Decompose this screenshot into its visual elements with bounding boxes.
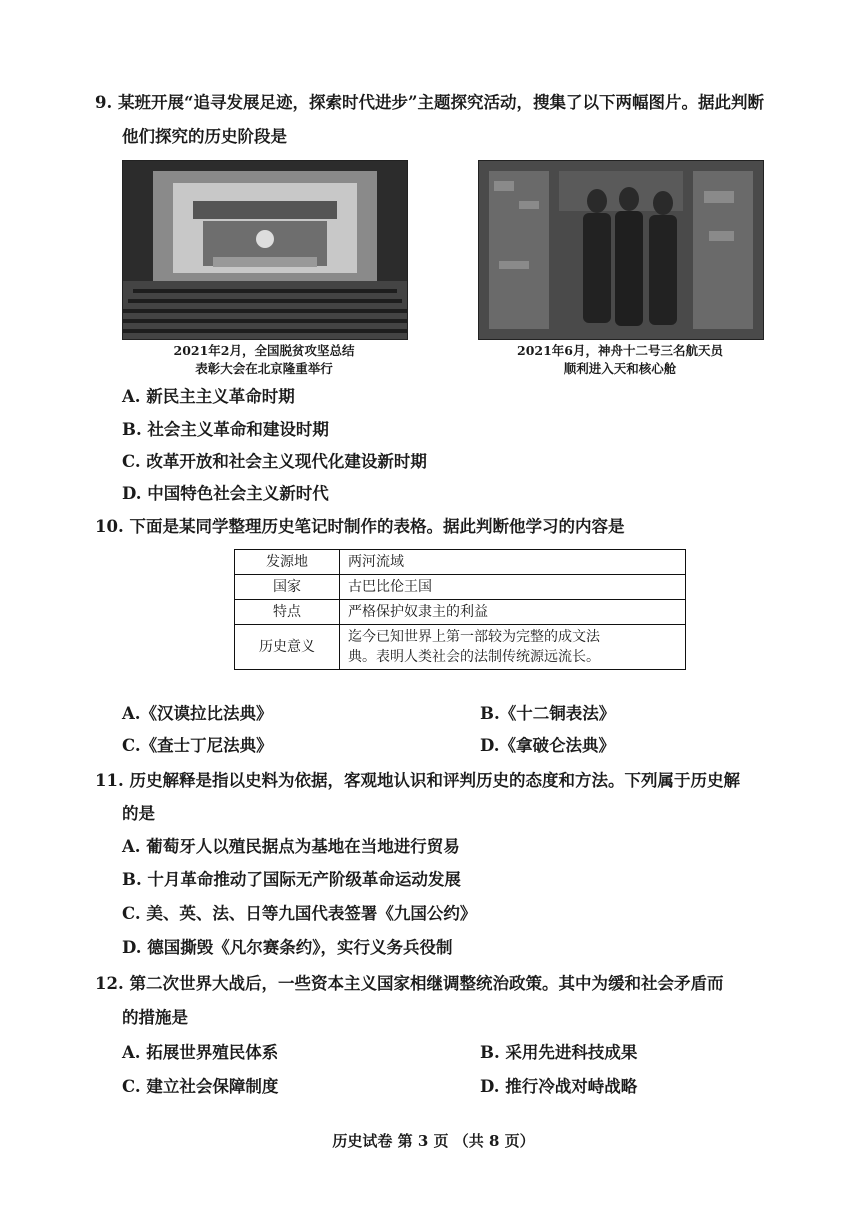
- photo1-caption-line1: 2021年2月，全国脱贫攻坚总结: [173, 343, 355, 358]
- table-row: [235, 625, 686, 670]
- q9-option-b[interactable]: B. 社会主义革命和建设时期: [122, 420, 329, 439]
- table-key: 发源地: [235, 550, 340, 575]
- q9-stem-line1: 9. 某班开展“追寻发展足迹，探索时代进步”主题探究活动，搜集了以下两幅图片。据此判断: [95, 93, 764, 112]
- q11-option-c[interactable]: C. 美、英、法、日等九国代表签署《九国公约》: [122, 904, 477, 923]
- photo-conference-hall: [122, 160, 408, 340]
- q10-option-d[interactable]: D.《拿破仑法典》: [480, 736, 615, 755]
- q12-option-a[interactable]: A. 拓展世界殖民体系: [122, 1043, 279, 1062]
- q11-stem-line1: 11. 历史解释是指以史料为依据，客观地认识和评判历史的态度和方法。下列属于历史解: [95, 771, 740, 790]
- table-row: [235, 575, 686, 600]
- photo2-caption: [478, 342, 762, 378]
- q11-option-a[interactable]: A. 葡萄牙人以殖民据点为基地在当地进行贸易: [122, 837, 460, 856]
- table-value-line1: 迄今已知世界上第一部较为完整的成文法: [348, 629, 600, 645]
- q9-option-c[interactable]: C. 改革开放和社会主义现代化建设新时期: [122, 452, 427, 471]
- q11-stem-line2: 的是: [122, 804, 155, 823]
- q12-option-b[interactable]: B. 采用先进科技成果: [480, 1043, 638, 1062]
- table-key: 历史意义: [235, 625, 340, 670]
- q12-option-c[interactable]: C. 建立社会保障制度: [122, 1077, 279, 1096]
- q10-stem: 10. 下面是某同学整理历史笔记时制作的表格。据此判断他学习的内容是: [95, 517, 625, 536]
- table-row: [235, 550, 686, 575]
- q12-stem-line2: 的措施是: [122, 1008, 188, 1027]
- page-footer: 历史试卷 第 3 页 （共 8 页）: [332, 1132, 535, 1150]
- history-notes-table: [234, 549, 686, 670]
- q10-option-c[interactable]: C.《查士丁尼法典》: [122, 736, 273, 755]
- conference-hall-image: [123, 161, 407, 339]
- table-row: [235, 600, 686, 625]
- q11-option-b[interactable]: B. 十月革命推动了国际无产阶级革命运动发展: [122, 870, 461, 889]
- table-value: 古巴比伦王国: [340, 575, 686, 600]
- table-value: [340, 625, 686, 670]
- q9-option-d[interactable]: D. 中国特色社会主义新时代: [122, 484, 329, 503]
- q10-option-a[interactable]: A.《汉谟拉比法典》: [122, 704, 273, 723]
- photo-tianhe-module: [478, 160, 764, 340]
- photo2-caption-line2: 顺利进入天和核心舱: [563, 361, 677, 376]
- q10-option-b[interactable]: B.《十二铜表法》: [480, 704, 616, 723]
- q9-stem-line2: 他们探究的历史阶段是: [122, 127, 287, 146]
- table-key: 特点: [235, 600, 340, 625]
- q11-option-d[interactable]: D. 德国撕毁《凡尔赛条约》，实行义务兵役制: [122, 938, 453, 957]
- table-value: 严格保护奴隶主的利益: [340, 600, 686, 625]
- q9-option-a[interactable]: A. 新民主主义革命时期: [122, 387, 295, 406]
- space-station-image: [479, 161, 763, 339]
- table-value: 两河流域: [340, 550, 686, 575]
- photo1-caption: [122, 342, 406, 378]
- photo1-caption-line2: 表彰大会在北京隆重举行: [195, 361, 333, 376]
- table-value-line2: 典。表明人类社会的法制传统源远流长。: [348, 649, 600, 665]
- photo2-caption-line1: 2021年6月，神舟十二号三名航天员: [517, 343, 723, 358]
- q12-option-d[interactable]: D. 推行冷战对峙战略: [480, 1077, 638, 1096]
- table-key: 国家: [235, 575, 340, 600]
- q12-stem-line1: 12. 第二次世界大战后，一些资本主义国家相继调整统治政策。其中为缓和社会矛盾而: [95, 974, 724, 993]
